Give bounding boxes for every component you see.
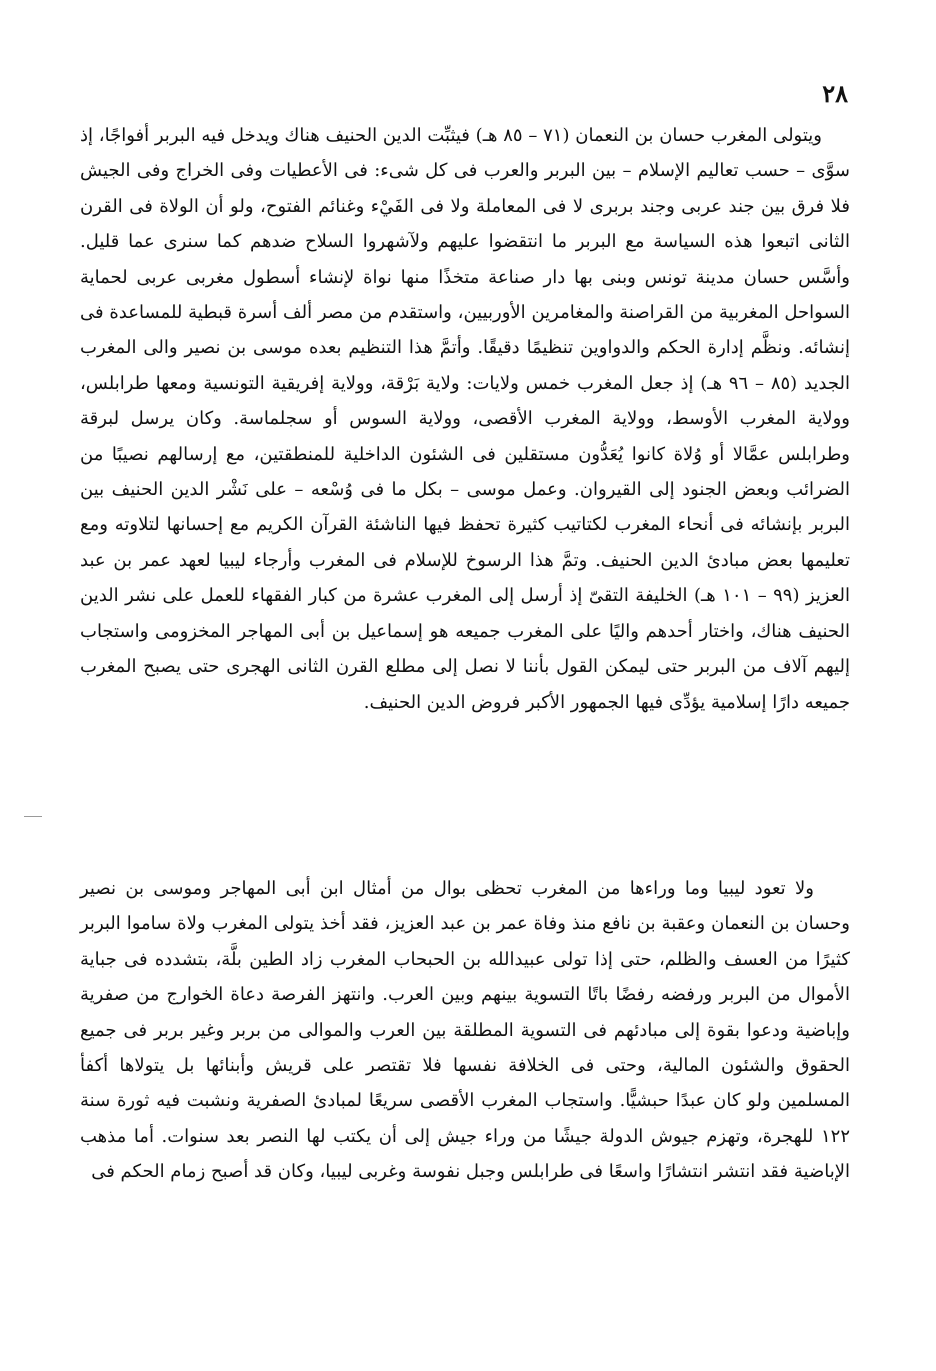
paragraph-1: ويتولى المغرب حسان بن النعمان (٧١ – ٨٥ هـ) فيثبِّت الدين الحنيف هناك ويدخل فيه البربر أفواجًا، إذ سوَّى – حسب تعاليم الإسلام – بين البربر والعرب فى كل شىء: فى الأعطيات وفى الخراج وفى الجيش فلا فرق بين جند عربى وجند بربرى لا فى المعاملة ولا فى الفَيْء وغنائم الفتوح، ولو أن الولاة فى القرن الثانى اتبعوا هذه السياسة مع البربر ما انتقضوا عليهم ولآشهروا السلاح ضدهم كما سنرى عما قليل. وأسَّس حسان مدينة تونس وبنى بها دار صناعة متخذًا منها نواة لإنشاء أسطول مغربى عربى لحماية السواحل المغربية من القراصنة والمغامرين الأوربيين، واستقدم من مصر ألف أسرة قبطية للمساعدة فى إنشائه. ونظَّم إدارة الحكم والدواوين تنظيمًا دقيقًا. وأتمَّ هذا التنظيم بعده موسى بن نصير والى المغرب الجديد (٨٥ – ٩٦ هـ) إذ جعل المغرب خمس ولايات: ولاية بَرْقة، وولاية إفريقية التونسية ومعها طرابلس، وولاية المغرب الأوسط، وولاية المغرب الأقصى، وولاية السوس أو سجلماسة. وكان يرسل لبرقة وطرابلس عمَّالا أو وُلاة كانوا يُعَدُّون مستقلين فى الشئون الداخلية للمنطقتين، مع إرسالهم نصيبًا من الضرائب وبعض الجنود إلى القيروان. وعمل موسى – بكل ما فى وُسْعه – على نَشْر الدين الحنيف بين البربر بإنشائه فى أنحاء المغرب لكتاتيب كثيرة تحفظ فيها الناشئة القرآن الكريم مع إحسانها لتلاوته ومع تعليمها بعض مبادئ الدين الحنيف. وتمَّ هذا الرسوخ للإسلام فى المغرب وأرجاء ليبيا لعهد عمر بن عبد العزيز (٩٩ – ١٠١ هـ) الخليفة التقىّ إذ أرسل إلى المغرب عشرة من كبار الفقهاء للعمل على نشر الدين الحنيف هناك، واختار أحدهم واليًا على المغرب جميعه هو إسماعيل بن أبى المهاجر المخزومى واستجاب إليهم آلاف من البربر حتى ليمكن القول بأننا لا نصل إلى مطلع القرن الثانى الهجرى حتى يصبح المغرب جميعه دارًا إسلامية يؤدِّى فيها الجمهور الأكبر فروض الدين الحنيف. bbox=[80, 125, 850, 713]
paragraph-2: ولا تعود ليبيا وما وراءها من المغرب تحظى بوال من أمثال ابن أبى المهاجر وموسى بن نصير وحسان بن النعمان وعقبة بن نافع منذ وفاة عمر بن عبد العزيز، فقد أخذ يتولى المغرب ولاة ساموا البربر كثيرًا من العسف والظلم، حتى إذا تولى عبيدالله بن الحبحاب المغرب زاد الطين بلَّة، بتشدده فى جباية الأموال من البربر ورفضه رفضًا باتًا التسوية بينهم وبين العرب. وانتهز الفرصة دعاة الخوارج من صفرية وإباضية ودعوا بقوة إلى مبادئهم فى التسوية المطلقة بين العرب والموالى من بربر وغير بربر فى جميع الحقوق والشئون المالية، وحتى فى الخلافة نفسها فلا تقتصر على قريش وأبنائها بل يتولاها أكفأ المسلمين ولو كان عبدًا حبشيًّا. واستجاب المغرب الأقصى سريعًا لمبادئ الصفرية ونشبت فيه ثورة سنة ١٢٢ للهجرة، وتهزم جيوش الدولة جيشًا من وراء جيش إلى أن يكتب لها النصر بعد سنوات. أما مذهب الإباضية فقد انتشر انتشارًا واسعًا فى طرابلس وجبل نفوسة وغربى ليبيا، وكان قد أصبح زمام الحكم فى bbox=[80, 878, 850, 1183]
margin-mark bbox=[24, 816, 42, 817]
page-number: ٢٨ bbox=[822, 79, 848, 108]
